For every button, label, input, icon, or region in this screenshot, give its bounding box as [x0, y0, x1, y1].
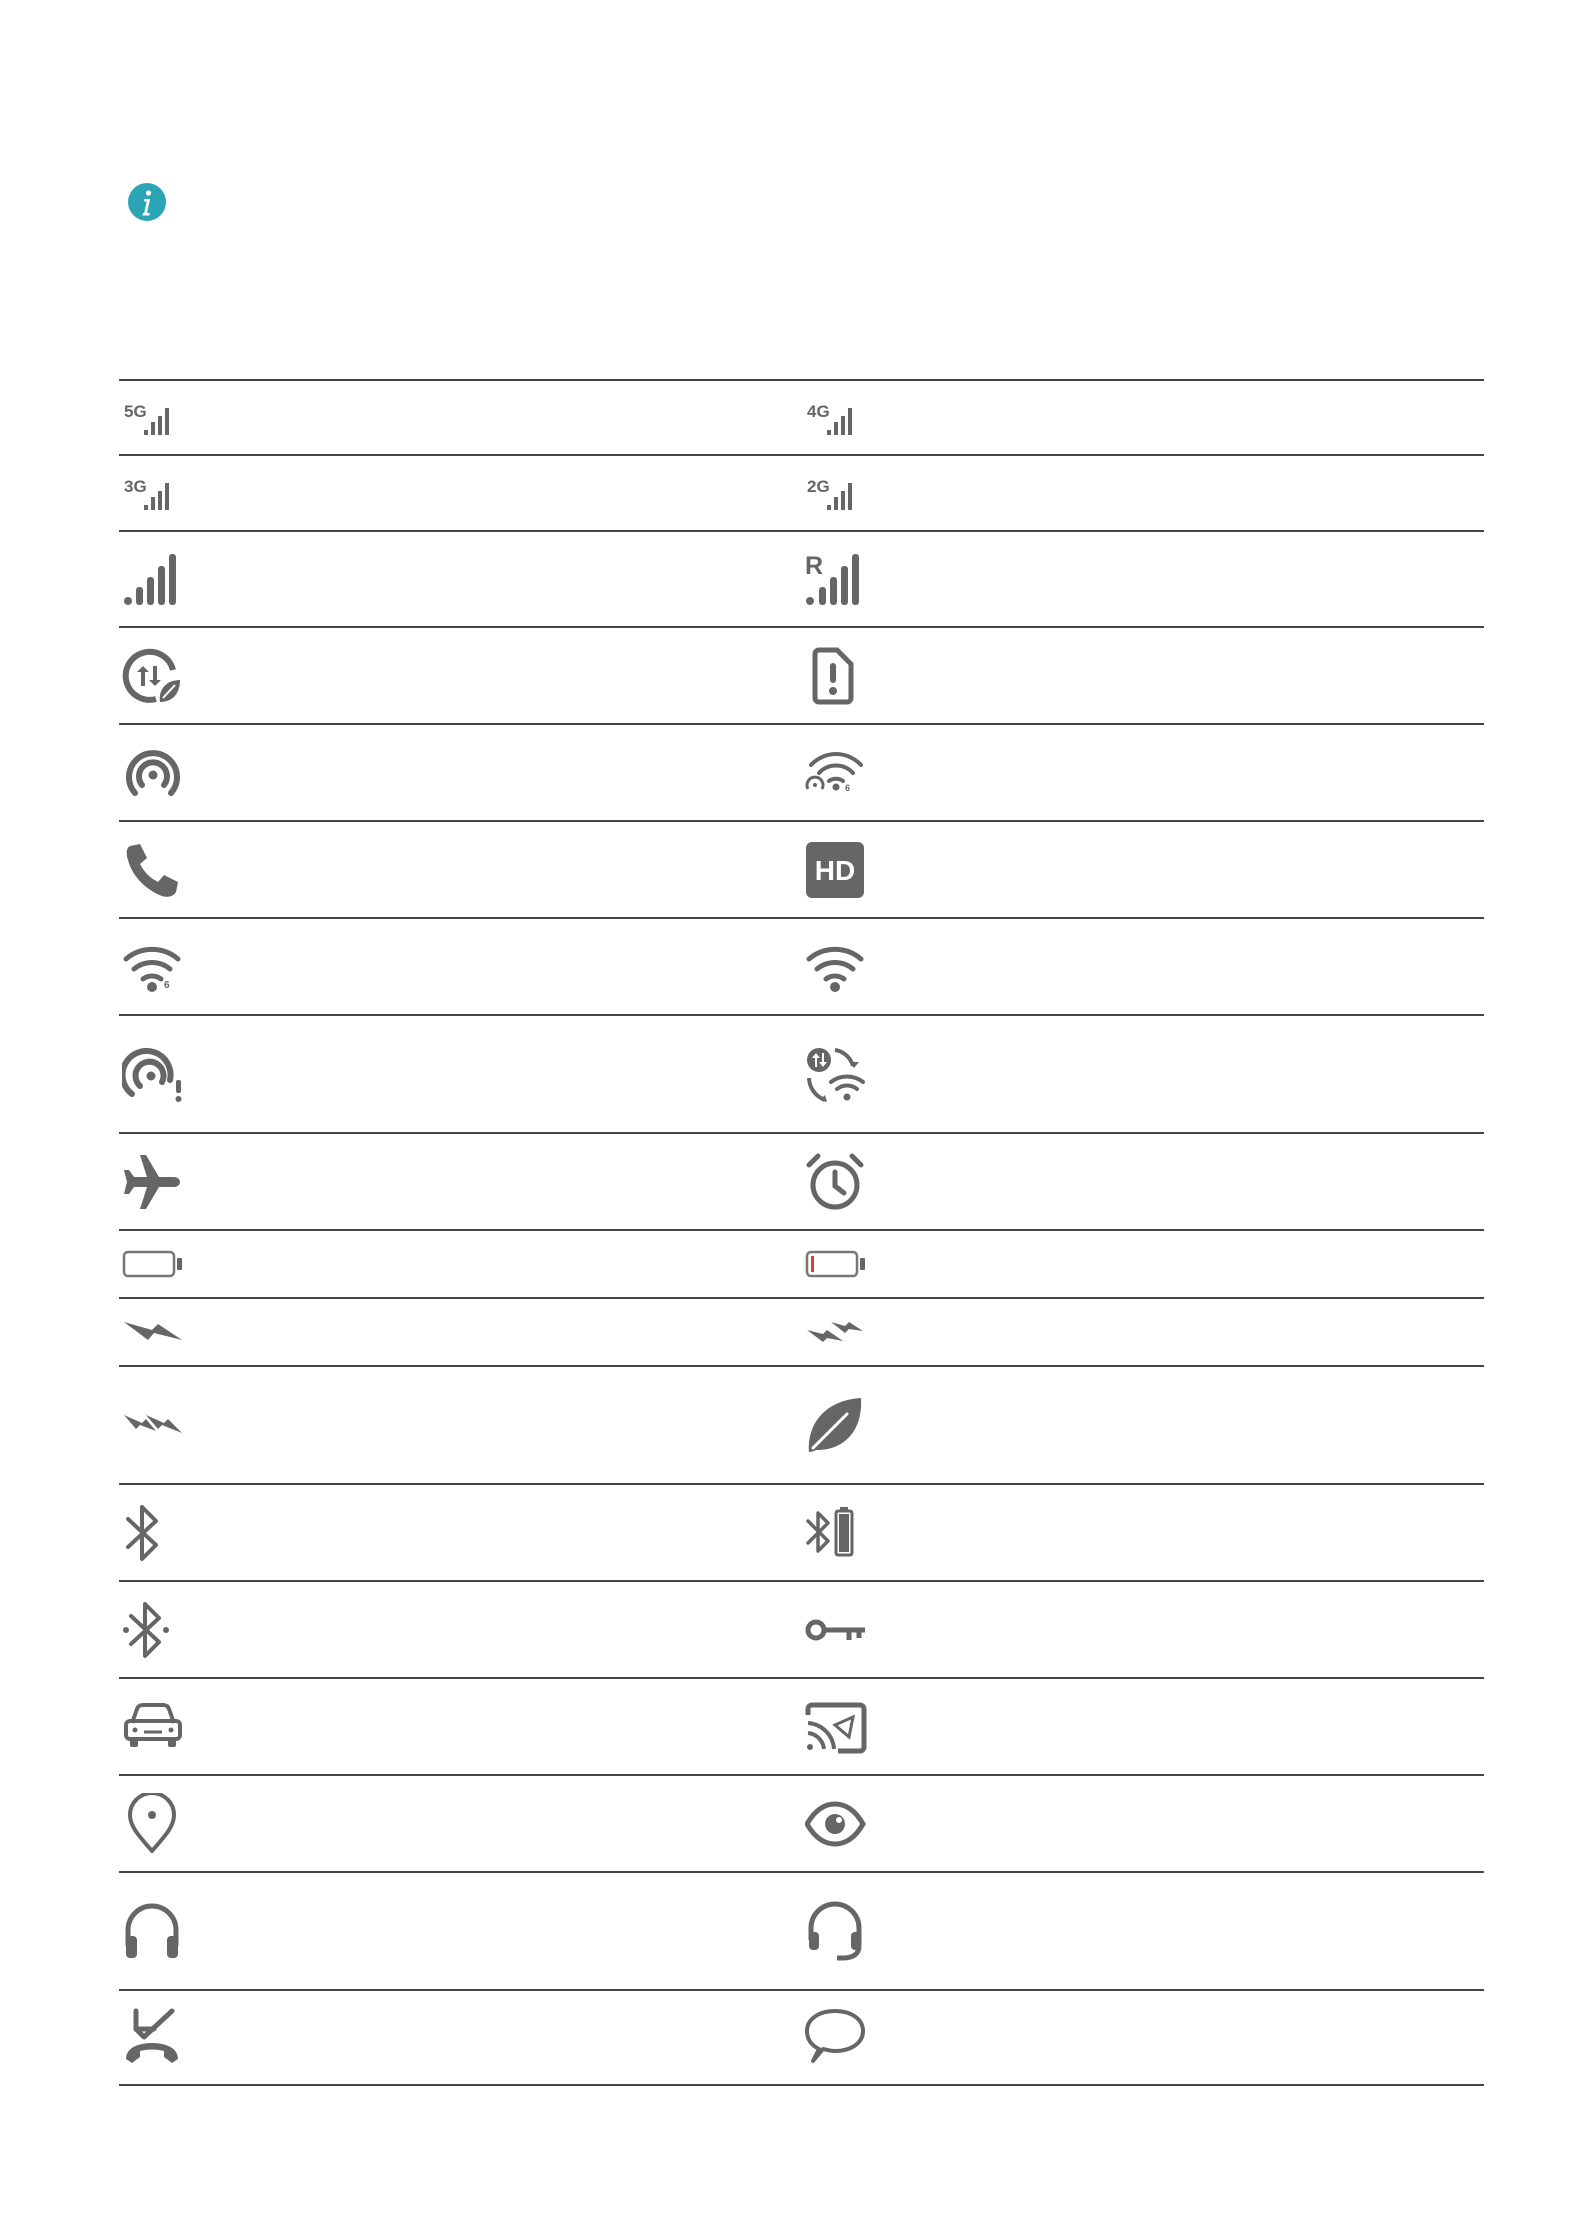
- table-cell: [119, 1299, 801, 1365]
- vpn-key-icon: [805, 1600, 867, 1660]
- missed-call-icon: [122, 2007, 184, 2069]
- headset-icon: [122, 1900, 184, 1962]
- table-row: [119, 1776, 1484, 1873]
- projection-icon: [805, 1697, 867, 1757]
- table-row: [119, 1367, 1484, 1485]
- svg-text:3G: 3G: [124, 477, 147, 496]
- battery-low-icon: [805, 1248, 867, 1280]
- table-row: [119, 822, 1484, 919]
- table-cell: [119, 1485, 801, 1580]
- svg-text:6: 6: [845, 782, 851, 793]
- hotspot-wifi-icon: [805, 743, 867, 803]
- table-cell: [801, 1582, 1483, 1677]
- table-cell: [801, 1873, 1483, 1989]
- table-row: [119, 456, 1484, 532]
- svg-text:R: R: [805, 552, 824, 580]
- new-message-icon: [805, 2007, 867, 2069]
- table-row: [119, 919, 1484, 1016]
- table-row: [119, 1991, 1484, 2086]
- driving-mode-icon: [122, 1697, 184, 1757]
- table-cell: [801, 822, 1483, 917]
- svg-text:2G: 2G: [807, 477, 830, 496]
- table-cell: [119, 628, 801, 723]
- table-cell: [119, 1134, 801, 1229]
- wifi-data-switch-icon: [805, 1044, 867, 1104]
- table-cell: [801, 1016, 1483, 1132]
- table-cell: [119, 1367, 801, 1483]
- table-row: [119, 1231, 1484, 1299]
- table-row: [119, 725, 1484, 822]
- airplane-mode-icon: [122, 1152, 184, 1212]
- no-sim-icon: [805, 646, 867, 706]
- table-cell: [119, 532, 801, 626]
- table-cell: [801, 456, 1483, 530]
- data-saver-icon: [122, 646, 184, 706]
- table-row: [119, 532, 1484, 628]
- table-cell: [801, 1679, 1483, 1774]
- svg-text:4G: 4G: [807, 401, 830, 421]
- 4g-signal-icon: [805, 398, 867, 438]
- table-cell: [801, 1134, 1483, 1229]
- table-row: [119, 1299, 1484, 1367]
- wifi-6-icon: [122, 937, 184, 997]
- roaming-signal-icon: [805, 549, 867, 609]
- table-cell: [801, 1991, 1483, 2084]
- table-cell: [801, 628, 1483, 723]
- table-cell: [119, 919, 801, 1014]
- location-icon: [122, 1793, 184, 1855]
- svg-text:5G: 5G: [124, 401, 147, 421]
- table-cell: [119, 1679, 801, 1774]
- fast-charging-icon: [122, 1409, 184, 1441]
- info-icon: [127, 182, 167, 222]
- hotspot-icon: [122, 743, 184, 803]
- bluetooth-connected-icon: [122, 1600, 184, 1660]
- table-cell: [119, 1231, 801, 1297]
- table-row: [119, 628, 1484, 725]
- table-cell: [801, 1299, 1483, 1365]
- full-signal-icon: [122, 549, 184, 609]
- table-cell: [801, 1485, 1483, 1580]
- call-icon: [122, 840, 184, 900]
- svg-text:HD: HD: [814, 854, 856, 886]
- status-icons-table: [119, 379, 1484, 2086]
- table-cell: [119, 1776, 801, 1871]
- table-cell: [801, 1231, 1483, 1297]
- table-cell: [801, 1367, 1483, 1483]
- table-cell: [119, 725, 801, 820]
- bluetooth-battery-icon: [805, 1503, 867, 1563]
- table-row: [119, 1016, 1484, 1134]
- headset-mic-icon: [805, 1900, 867, 1962]
- table-row: [119, 1582, 1484, 1679]
- table-cell: [119, 1873, 801, 1989]
- table-cell: [801, 1776, 1483, 1871]
- table-row: [119, 1485, 1484, 1582]
- 2g-signal-icon: [805, 473, 867, 513]
- table-cell: [119, 381, 801, 454]
- hd-voice-icon: [805, 840, 867, 900]
- 5g-signal-icon: [122, 398, 184, 438]
- table-cell: [119, 456, 801, 530]
- alarm-icon: [805, 1152, 867, 1212]
- table-cell: [119, 1991, 801, 2084]
- table-cell: [119, 822, 801, 917]
- table-row: [119, 1873, 1484, 1991]
- table-cell: [801, 381, 1483, 454]
- 3g-signal-icon: [122, 473, 184, 513]
- table-row: [119, 1134, 1484, 1231]
- charging-icon: [122, 1316, 184, 1348]
- table-cell: [119, 1016, 801, 1132]
- power-saving-leaf-icon: [805, 1394, 867, 1456]
- hotspot-disconnected-icon: [122, 1044, 184, 1104]
- eye-comfort-icon: [805, 1794, 867, 1854]
- table-row: [119, 381, 1484, 456]
- wifi-icon: [805, 937, 867, 997]
- super-charging-icon: [805, 1316, 867, 1348]
- bluetooth-icon: [122, 1503, 184, 1563]
- table-row: [119, 1679, 1484, 1776]
- table-cell: [801, 532, 1483, 626]
- svg-text:6: 6: [164, 979, 170, 991]
- table-cell: [801, 919, 1483, 1014]
- battery-empty-icon: [122, 1248, 184, 1280]
- table-cell: [801, 725, 1483, 820]
- table-cell: [119, 1582, 801, 1677]
